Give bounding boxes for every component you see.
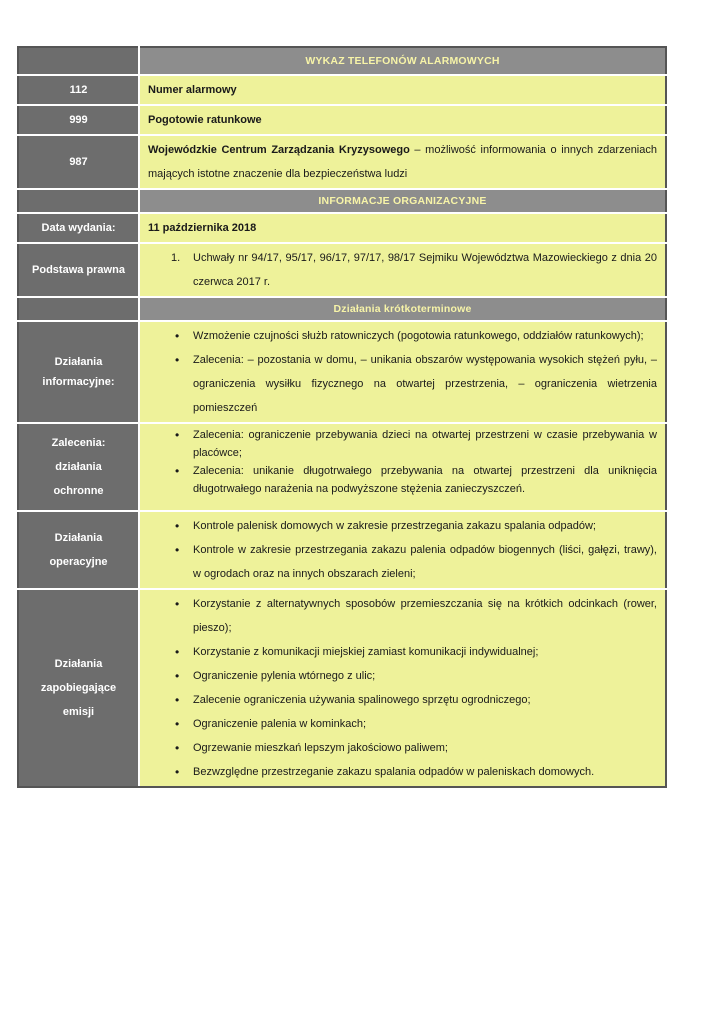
- issue-date-row: [18, 213, 666, 243]
- legal-basis-list: [148, 246, 657, 294]
- bullet-list: [148, 592, 657, 784]
- section-header-org: INFORMACJE ORGANIZACYJNE: [139, 189, 666, 213]
- bullet-item: • Zalecenia: ograniczenie przebywania dzieci na otwartej przestrzeni w czasie przebywania w placówce;: [193, 426, 657, 462]
- phone-number: 987: [18, 135, 139, 189]
- bullet-item: • Ograniczenie palenia w kominkach;: [193, 712, 657, 736]
- phone-name: Pogotowie ratunkowe: [139, 105, 666, 135]
- bullet-item: • Korzystanie z alternatywnych sposobów przemieszczania się na krótkich odcinkach (rower, pieszo);: [193, 592, 657, 640]
- phone-row: [18, 135, 666, 189]
- issue-date-value: 11 października 2018: [139, 213, 666, 243]
- phone-name: Numer alarmowy: [139, 75, 666, 105]
- phone-number: 112: [18, 75, 139, 105]
- phone-number: 999: [18, 105, 139, 135]
- legal-basis-label: Podstawa prawna: [18, 243, 139, 297]
- legal-basis-row: [18, 243, 666, 297]
- section-label-line: Zalecenia:: [51, 437, 106, 449]
- section-label-line: informacyjne:: [42, 376, 115, 388]
- header-empty-cell: [18, 47, 139, 75]
- section-label-line: działania: [55, 461, 102, 473]
- legal-basis-item: [171, 246, 657, 294]
- phone-name: Wojewódzkie Centrum Zarządzania Kryzysowego: [148, 144, 410, 156]
- section-items-cell: [139, 589, 666, 787]
- bullet-item: • Wzmożenie czujności służb ratowniczych (pogotowia ratunkowego, oddziałów ratunkowych);: [193, 324, 657, 348]
- section-header-phones: WYKAZ TELEFONÓW ALARMOWYCH: [139, 47, 666, 75]
- action-section-row: [18, 423, 666, 511]
- section-label-line: Działania: [54, 532, 103, 544]
- bullet-item: • Ogrzewanie mieszkań lepszym jakościowo paliwem;: [193, 736, 657, 760]
- section-label: [18, 321, 139, 423]
- header-empty-cell: [18, 189, 139, 213]
- section-label-line: operacyjne: [49, 556, 108, 568]
- phone-entry: [139, 135, 666, 189]
- header-row: [18, 297, 666, 321]
- section-label: [18, 589, 139, 787]
- legal-basis-item-number: 1.: [171, 252, 181, 264]
- header-row: [18, 47, 666, 75]
- phone-description: – możliwość informowania o innych zdarzeniach mających istotne znaczenie dla bezpieczeństwa ludzi: [148, 144, 657, 180]
- section-items-cell: [139, 321, 666, 423]
- bullet-item: • Kontrole w zakresie przestrzegania zakazu palenia odpadów biogennych (liści, gałęzi, trawy), w ogrodach oraz na innych obszarach zieleni;: [193, 538, 657, 586]
- section-label-line: Działania: [54, 658, 103, 670]
- section-items-cell: [139, 423, 666, 511]
- section-label-line: ochronne: [53, 485, 104, 497]
- bullet-list: [148, 324, 657, 420]
- bullet-item: • Zalecenia: unikanie długotrwałego przebywania na otwartej przestrzeni dla uniknięcia długotrwałego narażenia na podwyższone stężenia zanieczyszczeń.: [193, 462, 657, 498]
- legal-basis-cell: [139, 243, 666, 297]
- action-section-row: [18, 589, 666, 787]
- alarm-info-table: [17, 46, 667, 788]
- bullet-item: • Kontrole palenisk domowych w zakresie przestrzegania zakazu spalania odpadów;: [193, 514, 657, 538]
- bullet-item: • Ograniczenie pylenia wtórnego z ulic;: [193, 664, 657, 688]
- section-label-line: Działania: [54, 356, 103, 368]
- bullet-item: • Zalecenie ograniczenia używania spalinowego sprzętu ogrodniczego;: [193, 688, 657, 712]
- action-section-row: [18, 511, 666, 589]
- header-empty-cell: [18, 297, 139, 321]
- bullet-item: • Zalecenia: – pozostania w domu, – unikania obszarów występowania wysokich stężeń pyłu, – ograniczenia wysiłku fizycznego na otwartej przestrzenia, – ograniczenia wietrzenia pomieszczeń: [193, 348, 657, 420]
- action-section-row: [18, 321, 666, 423]
- bullet-item: • Korzystanie z komunikacji miejskiej zamiast komunikacji indywidualnej;: [193, 640, 657, 664]
- bullet-item: • Bezwzględne przestrzeganie zakazu spalania odpadów w paleniskach domowych.: [193, 760, 657, 784]
- header-row: [18, 189, 666, 213]
- bullet-list: [148, 426, 657, 498]
- section-header-short-term: Działania krótkoterminowe: [139, 297, 666, 321]
- section-items-cell: [139, 511, 666, 589]
- bullet-list: [148, 514, 657, 586]
- section-label: [18, 511, 139, 589]
- section-label: [18, 423, 139, 511]
- phone-row: [18, 105, 666, 135]
- legal-basis-item-text: Uchwały nr 94/17, 95/17, 96/17, 97/17, 98/17 Sejmiku Województwa Mazowieckiego z dnia 20 czerwca 2017 r.: [193, 252, 657, 288]
- section-label-line: zapobiegające: [40, 682, 117, 694]
- issue-date-label: Data wydania:: [18, 213, 139, 243]
- section-label-line: emisji: [62, 706, 95, 718]
- phone-row: [18, 75, 666, 105]
